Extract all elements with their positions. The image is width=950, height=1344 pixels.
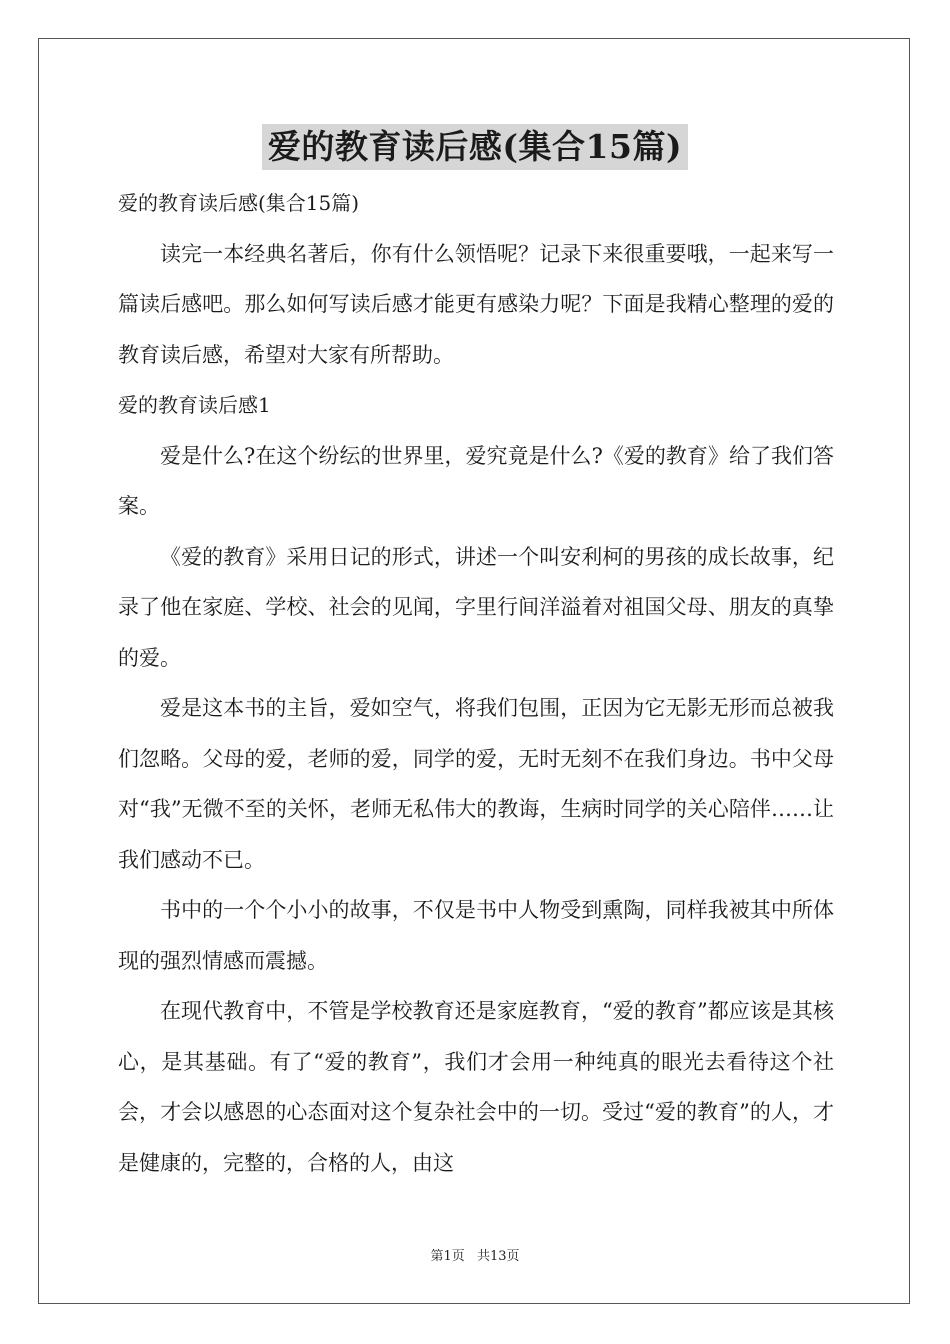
body-paragraph: 在现代教育中，不管是学校教育还是家庭教育，“爱的教育”都应该是其核心，是其基础。有了“爱的教育”，我们才会用一种纯真的眼光去看待这个社会，才会以感恩的心态面对这个复杂社会中的一切。受过“爱的教育”的人，才是健康的，完整的，合格的人，由这 <box>118 999 834 1175</box>
document-title: 爱的教育读后感(集合15篇) <box>262 124 688 170</box>
section-heading: 爱的教育读后感1 <box>118 393 271 417</box>
page-total: 共13页 <box>476 1249 520 1264</box>
page-number: 第1页 <box>430 1249 465 1264</box>
subtitle-heading: 爱的教育读后感(集合15篇) <box>118 191 360 215</box>
body-paragraph: 《爱的教育》采用日记的形式，讲述一个叫安利柯的男孩的成长故事，纪录了他在家庭、学校、社会的见闻，字里行间洋溢着对祖国父母、朋友的真挚的爱。 <box>118 544 834 670</box>
intro-paragraph: 读完一本经典名著后，你有什么领悟呢？记录下来很重要哦，一起来写一篇读后感吧。那么如何写读后感才能更有感染力呢？下面是我精心整理的爱的教育读后感，希望对大家有所帮助。 <box>118 241 834 367</box>
body-paragraph: 书中的一个个小小的故事，不仅是书中人物受到熏陶，同样我被其中所体现的强烈情感而震撼。 <box>118 898 834 973</box>
title-container <box>0 124 950 170</box>
document-body <box>118 178 834 1188</box>
page-footer <box>0 1245 950 1264</box>
body-paragraph: 爱是什么?在这个纷纭的世界里，爱究竟是什么?《爱的教育》给了我们答案。 <box>118 443 834 518</box>
body-paragraph: 爱是这本书的主旨，爱如空气，将我们包围，正因为它无影无形而总被我们忽略。父母的爱，老师的爱，同学的爱，无时无刻不在我们身边。书中父母对“我”无微不至的关怀，老师无私伟大的教诲，生病时同学的关心陪伴……让我们感动不已。 <box>118 696 834 872</box>
